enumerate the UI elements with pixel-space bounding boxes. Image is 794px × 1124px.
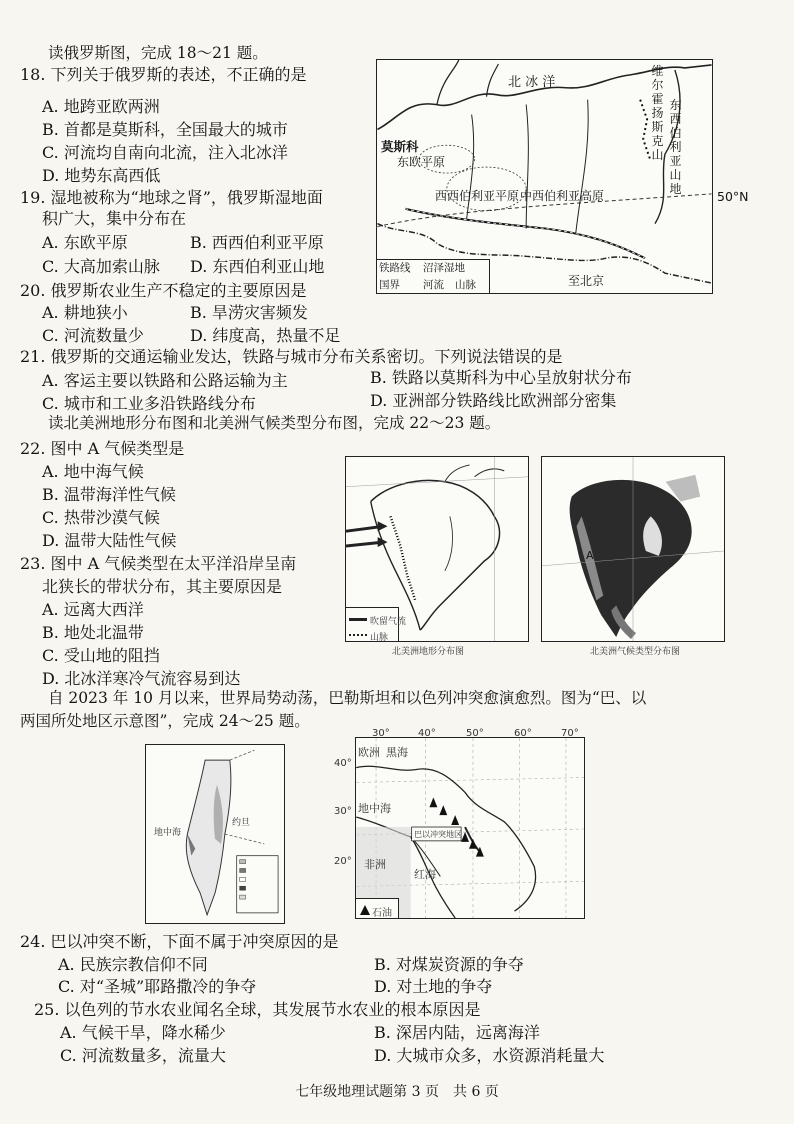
q23-stem-line1: 23. 图中 A 气候类型在太平洋沿岸呈南 — [20, 554, 297, 573]
lon-40-label: 40° — [418, 728, 436, 739]
q25-stem: 25. 以色列的节水农业闻名全球，其发展节水农业的根本原因是 — [34, 1000, 481, 1019]
q18-option-c[interactable]: C. 河流均自南向北流，注入北冰洋 — [42, 143, 288, 162]
q18-option-d[interactable]: D. 地势东高西低 — [42, 166, 161, 185]
q18-stem: 18. 下列关于俄罗斯的表述，不正确的是 — [20, 65, 307, 84]
legend-border: 国界 — [379, 279, 400, 291]
na-climate-drawing — [542, 457, 724, 641]
q19-stem-line2: 积广大，集中分布在 — [42, 209, 187, 228]
climate-label-a: A — [586, 549, 594, 562]
legend-wind: 吹留气流 — [370, 617, 407, 627]
q22-option-d[interactable]: D. 温带大陆性气候 — [42, 531, 177, 550]
east-siberian-mountains-label: 东西伯利亚山地 — [669, 98, 682, 196]
na-terrain-caption: 北美洲地形分布图 — [392, 647, 465, 657]
israel-map-med-label: 地中海 — [154, 828, 182, 838]
q23-stem-line2: 北狭长的带状分布，其主要原因是 — [42, 577, 283, 596]
lon-50-label: 50° — [466, 728, 484, 739]
q19-option-b[interactable]: B. 西西伯利亚平原 — [190, 233, 324, 252]
mediterranean-label: 地中海 — [358, 802, 391, 815]
intro-north-america: 读北美洲地形分布图和北美洲气候类型分布图，完成 22～23 题。 — [48, 414, 501, 432]
central-siberian-plateau-label: 中西伯利亚高原 — [520, 189, 605, 203]
legend-railway: 铁路线 — [379, 262, 411, 274]
israel-palestine-map — [145, 744, 285, 924]
q21-option-b[interactable]: B. 铁路以莫斯科为中心呈放射状分布 — [370, 368, 632, 387]
israel-map-jordan-label: 约旦 — [232, 818, 251, 828]
q21-option-d[interactable]: D. 亚洲部分铁路线比欧洲部分密集 — [370, 391, 617, 410]
west-siberian-plain-label: 西西伯利亚平原 — [435, 189, 520, 203]
lat-30-label: 30° — [334, 806, 352, 817]
africa-label: 非洲 — [364, 858, 386, 871]
lat-40-label: 40° — [334, 758, 352, 769]
na-terrain-legend — [346, 607, 407, 642]
na-terrain-map — [345, 456, 529, 642]
q20-option-d[interactable]: D. 纬度高，热量不足 — [190, 326, 341, 345]
q25-option-c[interactable]: C. 河流数量多，流量大 — [60, 1046, 226, 1065]
q22-option-a[interactable]: A. 地中海气候 — [42, 462, 144, 481]
intro-middle-east-line2: 两国所处地区示意图”，完成 24～25 题。 — [20, 712, 310, 730]
legend-marsh: 沼泽湿地 — [423, 262, 465, 274]
q19-option-c[interactable]: C. 大高加索山脉 — [42, 257, 160, 276]
q22-stem: 22. 图中 A 气候类型是 — [20, 439, 185, 458]
legend-mountain: 山脉 — [455, 279, 476, 291]
q19-option-a[interactable]: A. 东欧平原 — [42, 233, 128, 252]
intro-russia: 读俄罗斯图，完成 18～21 题。 — [48, 44, 268, 62]
q25-option-d[interactable]: D. 大城市众多，水资源消耗量大 — [374, 1046, 605, 1065]
legend-mountain-na: 山脉 — [370, 633, 389, 642]
page-footer: 七年级地理试题第 3 页 共 6 页 — [295, 1084, 499, 1100]
na-climate-map — [541, 456, 725, 642]
mountain-line-icon — [349, 634, 367, 638]
na-climate-caption: 北美洲气候类型分布图 — [590, 647, 681, 657]
q23-option-a[interactable]: A. 远离大西洋 — [42, 600, 144, 619]
arctic-ocean-label: 北 冰 洋 — [508, 75, 556, 90]
q18-option-b[interactable]: B. 首都是莫斯科，全国最大的城市 — [42, 120, 288, 139]
q20-option-c[interactable]: C. 河流数量少 — [42, 326, 144, 345]
q19-stem-line1: 19. 湿地被称为“地球之肾”，俄罗斯湿地面 — [20, 188, 323, 207]
q18-option-a[interactable]: A. 地跨亚欧两洲 — [42, 97, 160, 116]
q21-stem: 21. 俄罗斯的交通运输业发达，铁路与城市分布关系密切。下列说法错误的是 — [20, 347, 563, 366]
q21-option-a[interactable]: A. 客运主要以铁路和公路运输为主 — [42, 371, 288, 390]
lat-20-label: 20° — [334, 856, 352, 867]
q20-option-b[interactable]: B. 旱涝灾害频发 — [190, 303, 308, 322]
oil-triangle-icon — [360, 905, 370, 915]
middle-east-drawing — [356, 738, 584, 918]
q20-stem: 20. 俄罗斯农业生产不稳定的主要原因是 — [20, 281, 307, 300]
moscow-label: 莫斯科 — [381, 139, 419, 154]
q24-option-c[interactable]: C. 对“圣城”耶路撒冷的争夺 — [58, 977, 257, 996]
q24-option-a[interactable]: A. 民族宗教信仰不同 — [58, 955, 208, 974]
q22-option-b[interactable]: B. 温带海洋性气候 — [42, 485, 176, 504]
q19-option-d[interactable]: D. 东西伯利亚山地 — [190, 257, 325, 276]
q24-option-b[interactable]: B. 对煤炭资源的争夺 — [374, 955, 524, 974]
lon-60-label: 60° — [514, 728, 532, 739]
legend-river: 河流 — [423, 279, 444, 291]
lon-70-label: 70° — [561, 728, 579, 739]
verkhoyansk-label: 维尔霍扬斯克山 — [651, 64, 664, 162]
to-beijing-label: 至北京 — [568, 274, 605, 288]
middle-east-map — [355, 737, 585, 919]
wind-arrow-icon — [349, 618, 367, 621]
red-sea-label: 红海 — [414, 868, 436, 881]
q23-option-c[interactable]: C. 受山地的阻挡 — [42, 646, 160, 665]
q23-option-b[interactable]: B. 地处北温带 — [42, 623, 144, 642]
q22-option-c[interactable]: C. 热带沙漠气候 — [42, 508, 160, 527]
europe-label: 欧洲 — [358, 746, 380, 759]
q24-stem: 24. 巴以冲突不断，下面不属于冲突原因的是 — [20, 932, 339, 951]
intro-middle-east-line1: 自 2023 年 10 月以来，世界局势动荡，巴勒斯坦和以色列冲突愈演愈烈。图为“巴、以 — [48, 689, 647, 707]
q24-option-d[interactable]: D. 对土地的争夺 — [374, 977, 493, 996]
q20-option-a[interactable]: A. 耕地狭小 — [42, 303, 128, 322]
q25-option-a[interactable]: A. 气候干旱，降水稀少 — [60, 1023, 226, 1042]
q21-option-c[interactable]: C. 城市和工业多沿铁路线分布 — [42, 394, 256, 413]
conflict-region-label: 巴以冲突地区 — [414, 830, 462, 839]
q23-option-d[interactable]: D. 北冰洋寒冷气流容易到达 — [42, 669, 241, 688]
q25-option-b[interactable]: B. 深居内陆，远离海洋 — [374, 1023, 540, 1042]
oil-legend-label: 石油 — [372, 908, 392, 919]
lon-30-label: 30° — [372, 728, 390, 739]
oil-legend — [356, 898, 399, 919]
east-european-plain-label: 东欧平原 — [397, 155, 446, 169]
black-sea-label: 黑海 — [386, 746, 408, 759]
russia-map-legend — [377, 259, 490, 294]
russia-map — [376, 59, 713, 294]
lat-50n-label: 50°N — [717, 189, 749, 204]
